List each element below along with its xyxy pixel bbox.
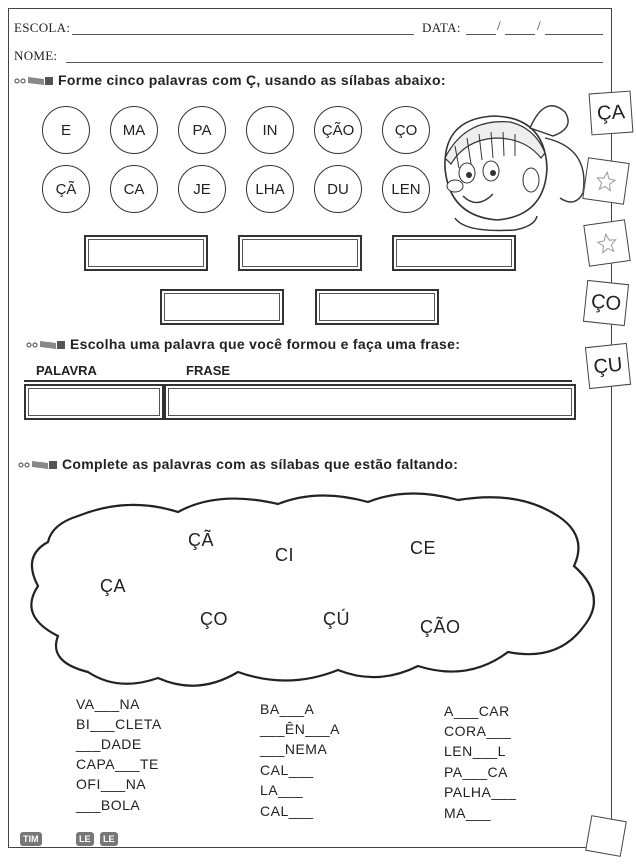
syllable-circle: LHA <box>246 165 294 213</box>
section2-instruction: Escolha uma palavra que você formou e faça uma frase: <box>70 336 461 352</box>
syllable-circle: ÇO <box>382 106 430 154</box>
star-icon <box>594 169 619 194</box>
girl-illustration <box>425 98 590 238</box>
fill-word: LA___ <box>260 782 303 798</box>
date-month-field[interactable] <box>505 34 535 35</box>
fill-word: CAL___ <box>260 762 314 778</box>
date-sep-2: / <box>537 18 541 33</box>
blob-syllable: ÇÚ <box>323 609 350 629</box>
blob-syllable: ÇÃ <box>188 530 215 550</box>
fill-word: A___CAR <box>444 703 510 719</box>
blob-syllable: CI <box>275 545 294 565</box>
star-icon <box>595 231 620 256</box>
fill-word: OFI___NA <box>76 776 147 792</box>
date-day-field[interactable] <box>466 34 496 35</box>
fill-word: VA___NA <box>76 696 140 712</box>
fill-word: ___ÊN___A <box>260 721 341 737</box>
syllable-circle: IN <box>246 106 294 154</box>
corner-card <box>585 815 627 857</box>
syllable-circle: E <box>42 106 90 154</box>
side-card: ÇA <box>589 91 634 136</box>
footer-logo-tag: LE <box>76 832 94 846</box>
fill-word: BA___A <box>260 701 315 717</box>
side-card: ÇU <box>585 343 631 389</box>
side-card: ÇO <box>583 280 629 326</box>
fill-word: CORA___ <box>444 723 512 739</box>
fill-word: ___DADE <box>76 736 142 752</box>
answer-box[interactable] <box>392 235 516 271</box>
syllable-circle: DU <box>314 165 362 213</box>
syllable-circle: LEN <box>382 165 430 213</box>
date-year-field[interactable] <box>545 34 603 35</box>
side-card <box>583 219 630 266</box>
pencil-bullet-icon <box>18 458 58 472</box>
fill-word: MA___ <box>444 805 491 821</box>
syllable-circle: MA <box>110 106 158 154</box>
blob-syllable: ÇO <box>200 609 228 629</box>
footer-logo-tag: TIM <box>20 832 42 846</box>
fill-word: BI___CLETA <box>76 716 162 732</box>
school-label: ESCOLA: <box>14 20 71 35</box>
blob-syllable: CE <box>410 538 437 558</box>
answer-box[interactable] <box>238 235 362 271</box>
answer-box[interactable] <box>84 235 208 271</box>
fill-word: ___BOLA <box>76 797 141 813</box>
column-sentence-header: FRASE <box>186 363 231 378</box>
syllable-circle: PA <box>178 106 226 154</box>
fill-word: CAPA___TE <box>76 756 159 772</box>
syllable-circle: ÇÃO <box>314 106 362 154</box>
table-top-rule <box>24 380 572 382</box>
fill-word: PALHA___ <box>444 784 517 800</box>
fill-word: CAL___ <box>260 803 314 819</box>
fill-word: LEN___L <box>444 743 506 759</box>
date-sep-1: / <box>497 18 501 33</box>
section3-instruction: Complete as palavras com as sílabas que estão faltando: <box>62 456 459 472</box>
word-answer-box[interactable] <box>24 384 164 420</box>
section1-instruction-row <box>14 72 446 88</box>
date-label: DATA: <box>422 20 461 35</box>
blob-syllable: ÇÃO <box>420 617 461 637</box>
pencil-bullet-icon <box>26 338 66 352</box>
syllable-circle: CA <box>110 165 158 213</box>
blob-syllable: ÇA <box>100 576 127 596</box>
section3-instruction-row <box>18 456 458 472</box>
syllable-circle: ÇÃ <box>42 165 90 213</box>
sentence-answer-box[interactable] <box>164 384 576 420</box>
footer-logo-tag: LE <box>100 832 118 846</box>
name-field[interactable] <box>66 62 603 63</box>
syllable-circle: JE <box>178 165 226 213</box>
section2-instruction-row <box>26 336 460 352</box>
name-label: NOME: <box>14 48 58 63</box>
pencil-bullet-icon <box>14 74 54 88</box>
fill-word: ___NEMA <box>260 741 328 757</box>
section1-instruction: Forme cinco palavras com Ç, usando as sílabas abaixo: <box>58 72 446 88</box>
fill-word: PA___CA <box>444 764 508 780</box>
answer-box[interactable] <box>315 289 439 325</box>
school-field[interactable] <box>72 34 414 35</box>
column-word-header: PALAVRA <box>36 363 97 378</box>
answer-box[interactable] <box>160 289 284 325</box>
side-card <box>582 157 629 204</box>
